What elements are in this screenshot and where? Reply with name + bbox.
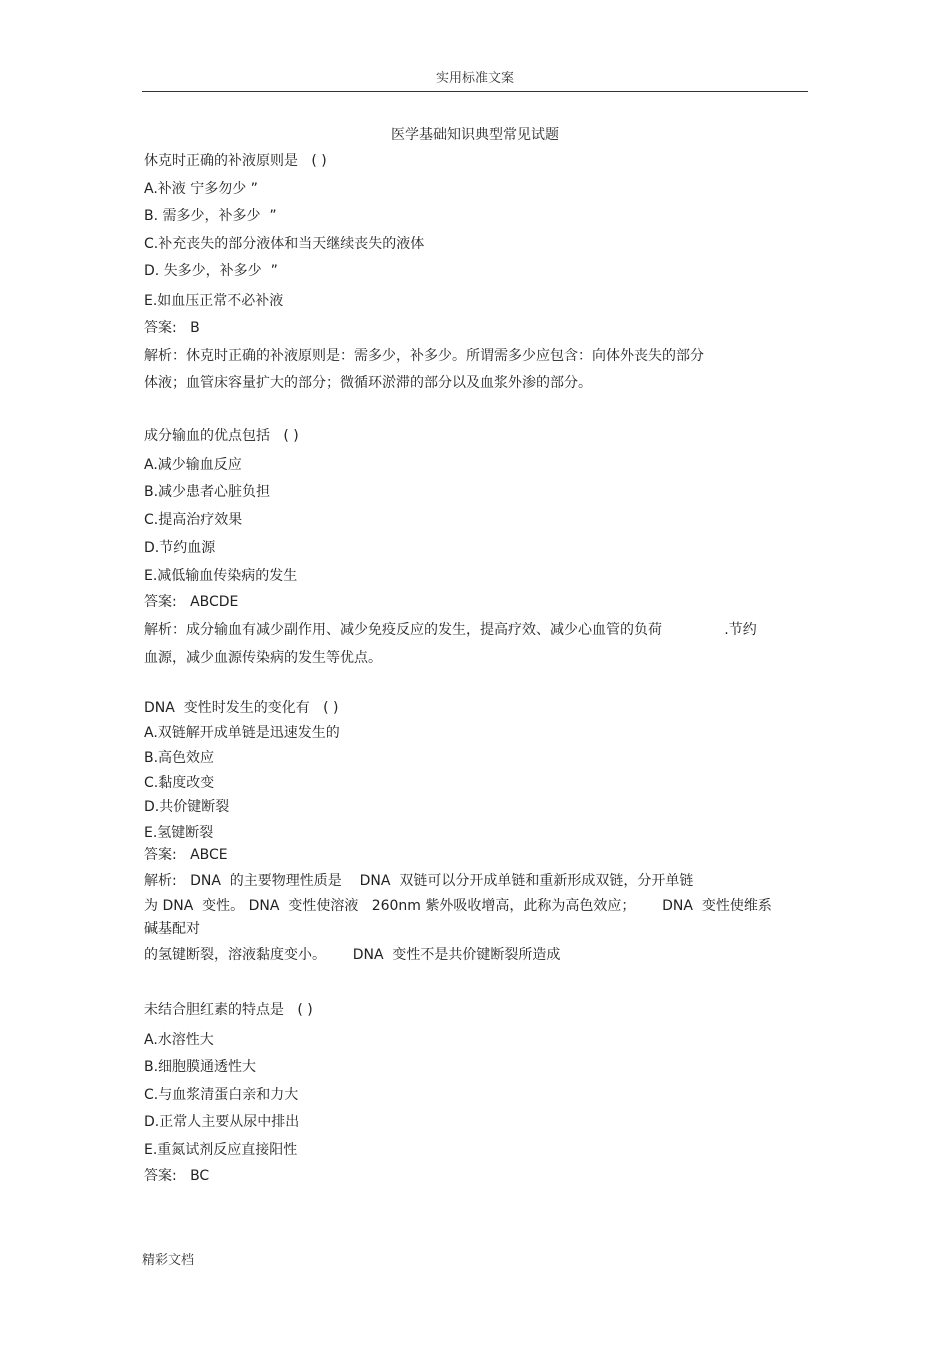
question-1-explanation-line-2: 体液；血管床容量扩大的部分；微循环淤滞的部分以及血浆外渗的部分。: [144, 375, 592, 391]
question-3-option-b: B.高色效应: [144, 750, 215, 766]
question-1-option-b: B. 需多少，补多少 ”: [144, 208, 277, 224]
question-2-option-a: A.减少输血反应: [144, 457, 242, 473]
question-4-answer: 答案: BC: [144, 1168, 210, 1184]
question-4-option-c: C.与血浆清蛋白亲和力大: [144, 1087, 299, 1103]
question-1-explanation-line-1: 解析：休克时正确的补液原则是：需多少，补多少。所谓需多少应包含：向体外丧失的部分: [144, 348, 704, 364]
question-1-answer: 答案: B: [144, 320, 200, 336]
page-footer-text: 精彩文档: [142, 1253, 195, 1268]
question-3-explanation-line-1: 解析: DNA 的主要物理性质是 DNA 双链可以分开成单链和重新形成双链，分开单链: [144, 873, 694, 889]
question-3-stem: DNA 变性时发生的变化有 ( ): [144, 700, 339, 716]
question-2-stem: 成分输血的优点包括 ( ): [144, 428, 299, 444]
page-header-title: 实用标准文案: [435, 71, 514, 86]
question-4-option-d: D.正常人主要从尿中排出: [144, 1114, 300, 1130]
question-4-option-e: E.重氮试剂反应直接阳性: [144, 1142, 298, 1158]
question-2-option-b: B.减少患者心脏负担: [144, 484, 271, 500]
question-3-option-a: A.双链解开成单链是迅速发生的: [144, 725, 340, 741]
question-3-explanation-line-2: 为 DNA 变性。 DNA 变性使溶液 260nm 紫外吸收增高，此称为高色效应； DNA 变性使维系: [144, 898, 772, 914]
question-1-option-c: C.补充丧失的部分液体和当天继续丧失的液体: [144, 236, 425, 252]
question-2-option-e: E.减低输血传染病的发生: [144, 568, 298, 584]
question-1-option-d: D. 失多少，补多少 ”: [144, 263, 278, 279]
question-2-explanation-line-1: 解析：成分输血有减少副作用、减少免疫反应的发生，提高疗效、减少心血管的负荷 .节约: [144, 622, 757, 638]
question-1-option-a: A.补液 宁多勿少 ”: [144, 181, 258, 197]
document-title: 医学基础知识典型常见试题: [391, 127, 559, 143]
question-1-stem: 休克时正确的补液原则是 ( ): [144, 153, 327, 169]
question-4-option-a: A.水溶性大: [144, 1032, 214, 1048]
question-3-option-e: E.氢键断裂: [144, 825, 214, 841]
question-2-option-d: D.节约血源: [144, 540, 216, 556]
question-4-option-b: B.细胞膜通透性大: [144, 1059, 257, 1075]
question-4-stem: 未结合胆红素的特点是 ( ): [144, 1002, 313, 1018]
question-1-option-e: E.如血压正常不必补液: [144, 293, 284, 309]
question-3-explanation-line-4: 的氢键断裂，溶液黏度变小。 DNA 变性不是共价键断裂所造成: [144, 947, 561, 963]
question-2-answer: 答案: ABCDE: [144, 594, 239, 610]
question-3-option-d: D.共价键断裂: [144, 799, 230, 815]
question-2-explanation-line-2: 血源，减少血源传染病的发生等优点。: [144, 650, 382, 666]
question-2-option-c: C.提高治疗效果: [144, 512, 243, 528]
header-rule: [142, 91, 808, 92]
question-3-answer: 答案: ABCE: [144, 847, 228, 863]
question-3-explanation-line-3: 碱基配对: [144, 921, 200, 937]
question-3-option-c: C.黏度改变: [144, 775, 215, 791]
